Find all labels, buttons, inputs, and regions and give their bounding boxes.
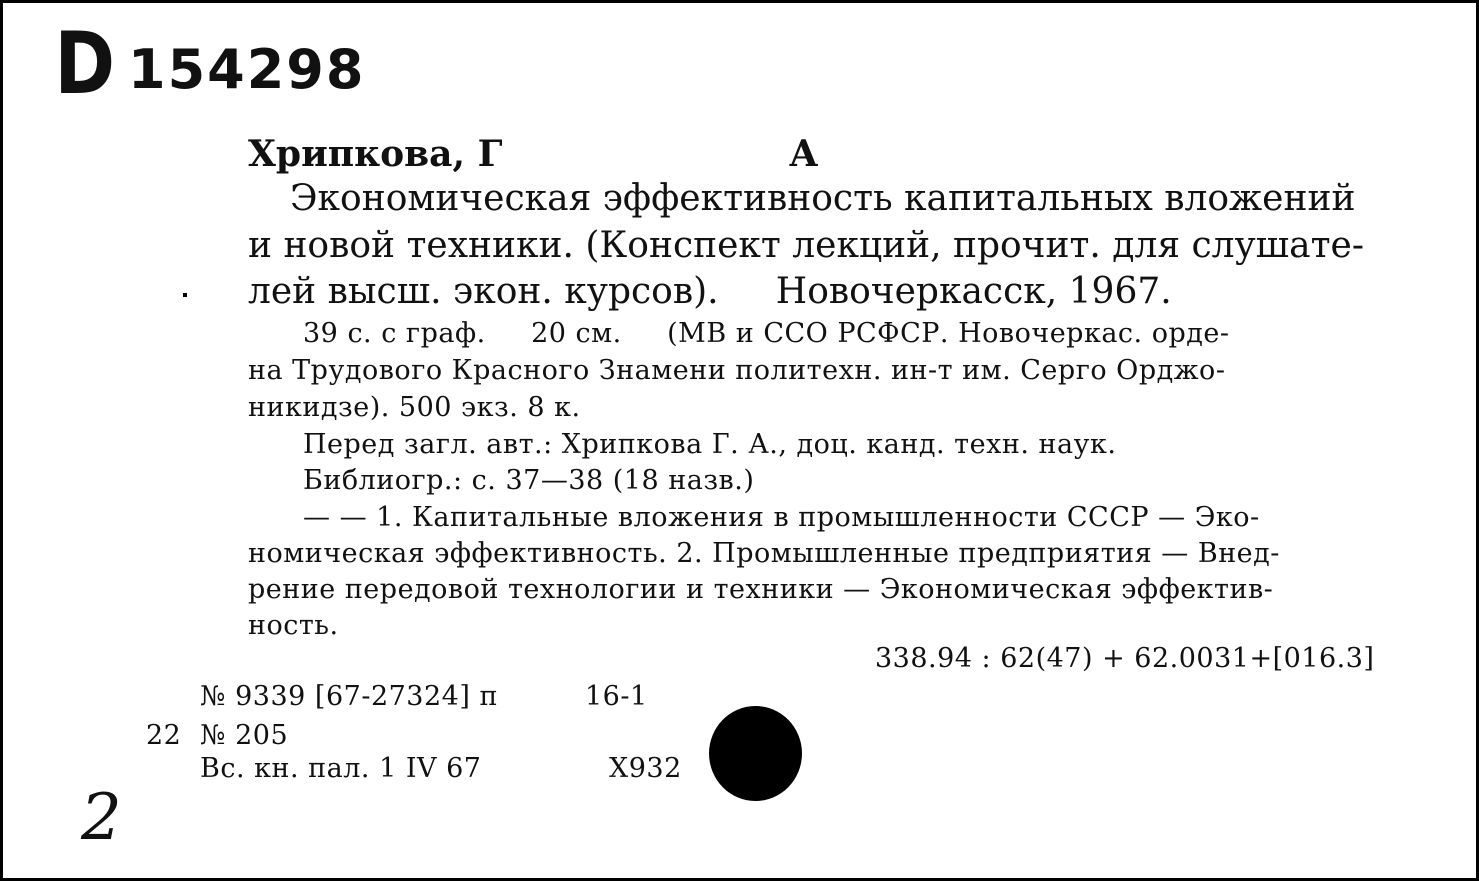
inventory-prefix: D xyxy=(54,14,116,114)
title-line-1: Экономическая эффективность капитальных вложений xyxy=(290,178,1356,219)
details-line-7: номическая эффективность. 2. Промышленные предприятия — Внед- xyxy=(248,538,1280,569)
print-code: Х932 xyxy=(609,753,682,784)
inventory-number: 154298 xyxy=(128,38,366,101)
author-initial: А xyxy=(789,133,819,175)
record-number: № 9339 [67-27324] п xyxy=(200,681,498,712)
details-line-2: на Трудового Красного Знамени политехн. ин-т им. Серго Орджо- xyxy=(248,355,1226,386)
details-line-4: Перед загл. авт.: Хрипкова Г. А., доц. канд. техн. наук. xyxy=(303,429,1117,460)
details-line-9: ность. xyxy=(248,610,339,641)
details-line-1: 39 с. с граф. 20 см. (МВ и ССО РСФСР. Новочеркас. орде- xyxy=(303,318,1230,349)
details-line-6: — — 1. Капитальные вложения в промышленности СССР — Эко- xyxy=(303,502,1260,533)
details-line-5: Библиогр.: с. 37—38 (18 назв.) xyxy=(303,465,755,496)
shelf-prefix: 22 xyxy=(146,720,182,751)
speck xyxy=(183,293,187,297)
title-line-2: и новой техники. (Конспект лекций, прочит. для слушате- xyxy=(248,225,1364,266)
classification-index: 338.94 : 62(47) + 62.0031+[016.3] xyxy=(875,643,1375,674)
record-code: 16-1 xyxy=(585,681,648,712)
shelf-number: № 205 xyxy=(200,720,289,751)
punch-hole xyxy=(709,706,802,801)
author-name: Хрипкова, Г xyxy=(248,133,503,175)
details-line-3: никидзе). 500 экз. 8 к. xyxy=(248,392,581,423)
title-line-3: лей высш. экон. курсов). Новочеркасск, 1967. xyxy=(248,271,1172,312)
details-line-8: рение передовой технологии и техники — Экономическая эффектив- xyxy=(248,574,1274,605)
chamber-line: Вс. кн. пал. 1 IV 67 xyxy=(200,753,482,784)
handwritten-mark: 2 xyxy=(81,781,122,855)
